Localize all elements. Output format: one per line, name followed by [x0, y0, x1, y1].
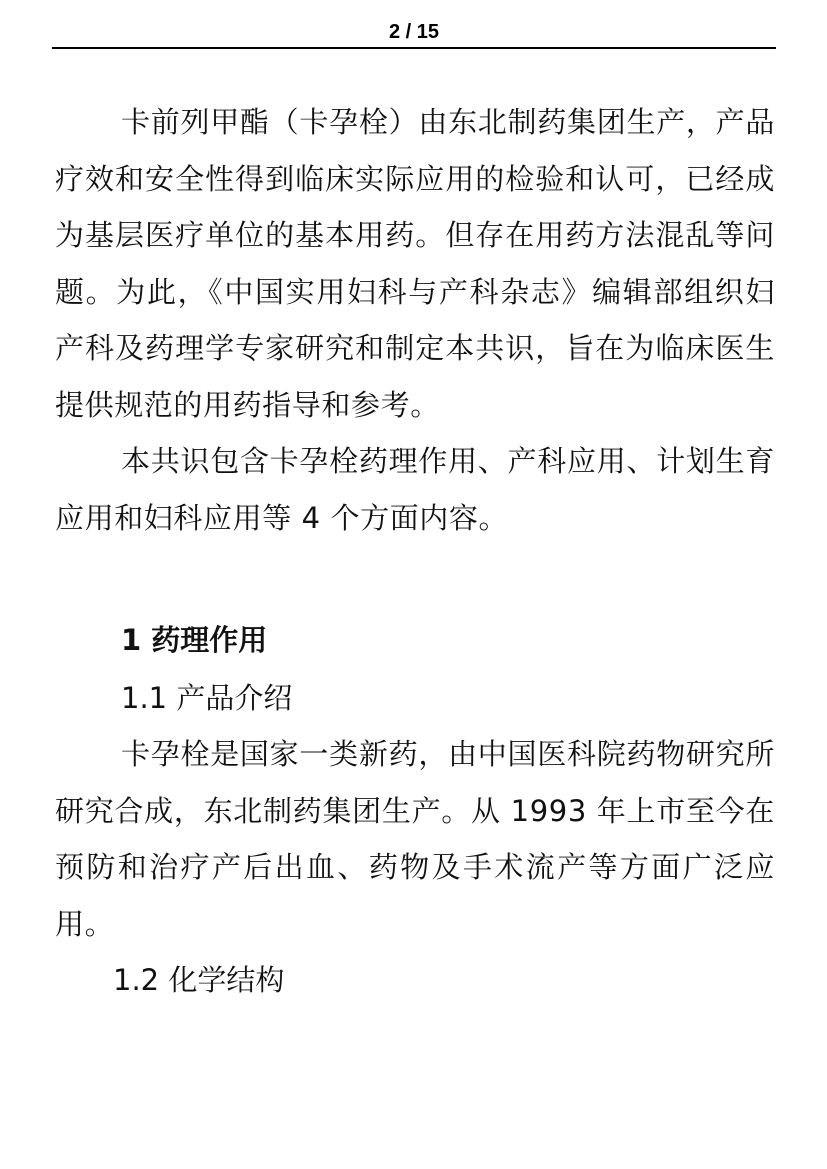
intro-paragraph-1: 卡前列甲酯（卡孕栓）由东北制药集团生产，产品疗效和安全性得到临床实际应用的检验和认可，已经成为基层医疗单位的基本用药。但存在用药方法混乱等问题。为此，《中国实用妇科与产科杂志》编辑部组织妇产科及药理学专家研究和制定本共识，旨在为临床医生提供规范的用药指导和参考。 [55, 105, 775, 422]
page-header [52, 18, 776, 49]
section-1-2-heading: 1.2 化学结构 [113, 963, 285, 997]
section-1-heading: 1 药理作用 [121, 623, 268, 657]
section-1-1-heading: 1.1 产品介绍 [121, 681, 293, 715]
intro-paragraph-2: 本共识包含卡孕栓药理作用、产科应用、计划生育应用和妇科应用等 4 个方面内容。 [55, 444, 775, 535]
page-number: 2 / 15 [388, 21, 440, 43]
section-1-1-paragraph: 卡孕栓是国家一类新药，由中国医科院药物研究所研究合成，东北制药集团生产。从 1993 年上市至今在预防和治疗产后出血、药物及手术流产等方面广泛应用。 [55, 737, 775, 941]
document-body [55, 94, 775, 1008]
section-spacer [55, 546, 775, 610]
